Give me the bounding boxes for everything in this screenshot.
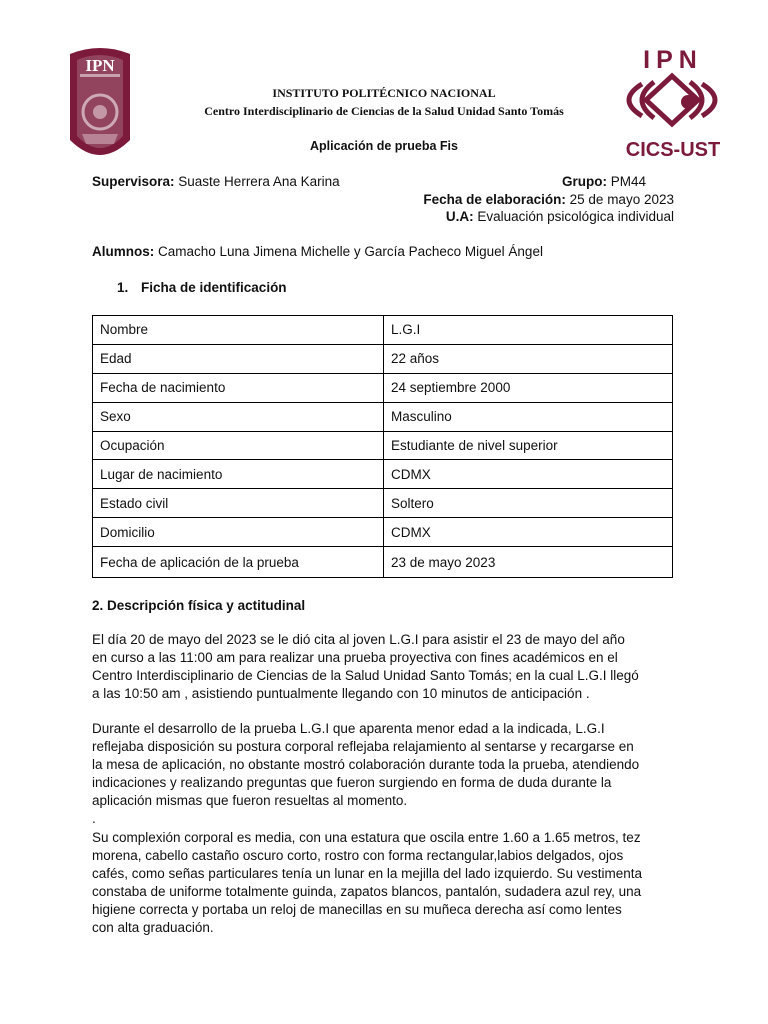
center-name: Centro Interdisciplinario de Ciencias de la Salud Unidad Santo Tomás [204, 104, 564, 118]
text-line: Centro Interdisciplinario de Ciencias de la Salud Unidad Santo Tomás; en la cual L.G.I llegó [92, 668, 639, 684]
svg-text:IPN: IPN [85, 56, 115, 75]
text-line: en curso a las 11:00 am para realizar una prueba proyectiva con fines académicos en el [92, 650, 618, 666]
fecha-elaboracion-label: Fecha de elaboración: [423, 192, 566, 207]
text-line: indicaciones y realizando preguntas que fueron surgiendo en forma de duda durante la [92, 775, 612, 791]
table-row [93, 518, 673, 547]
svg-text:IPN: IPN [643, 46, 703, 74]
section1-heading [117, 280, 287, 295]
row-label: Sexo [93, 402, 384, 431]
table-row [93, 489, 673, 518]
ua-line [446, 209, 674, 224]
svg-text:CICS-UST: CICS-UST [625, 139, 721, 161]
text-line: reflejaba disposición su postura corporal reflejaba relajamiento al sentarse y recargarse en [92, 739, 634, 755]
table-row [93, 402, 673, 431]
row-value: L.G.I [384, 316, 673, 345]
ficha-table [92, 315, 673, 578]
supervisora-value: Suaste Herrera Ana Karina [174, 174, 340, 189]
section1-title: Ficha de identificación [141, 280, 287, 295]
text-line: aplicación mismas que fueron resueltas al momento. [92, 793, 408, 809]
table-row [93, 344, 673, 373]
row-label: Nombre [93, 316, 384, 345]
text-line: morena, cabello castaño oscuro corto, rostro con forma rectangular,labios delgados, ojos [92, 847, 624, 863]
text-line: El día 20 de mayo del 2023 se le dió cita al joven L.G.I para asistir el 23 de mayo del año [92, 632, 625, 647]
row-label: Domicilio [93, 518, 384, 547]
row-label: Lugar de nacimiento [93, 460, 384, 489]
row-label: Fecha de aplicación de la prueba [93, 547, 384, 578]
document-title: Aplicación de prueba Fis [310, 139, 458, 153]
table-row [93, 316, 673, 345]
row-label: Fecha de nacimiento [93, 373, 384, 402]
table-row [93, 431, 673, 460]
text-line: . [92, 811, 96, 827]
row-value: 24 septiembre 2000 [384, 373, 673, 402]
supervisora-label: Supervisora: [92, 174, 175, 189]
row-value: 22 años [384, 344, 673, 373]
alumnos-line [92, 244, 543, 259]
paragraph-1 [92, 631, 682, 703]
row-value: 23 de mayo 2023 [384, 547, 673, 578]
fecha-elaboracion-line [423, 192, 674, 207]
paragraph-2 [92, 720, 682, 937]
supervisora-line [92, 174, 340, 189]
text-line: cafés, como señas particulares tenía un lunar en la mejilla del lado izquierdo. Su vestimenta [92, 865, 643, 881]
row-label: Ocupación [93, 431, 384, 460]
table-row [93, 460, 673, 489]
table-row [93, 373, 673, 402]
text-line: Durante el desarrollo de la prueba L.G.I que aparenta menor edad a la indicada, L.G.I [92, 721, 605, 736]
alumnos-value: Camacho Luna Jimena Michelle y García Pacheco Miguel Ángel [154, 244, 543, 259]
section1-number: 1. [117, 280, 129, 295]
row-value: CDMX [384, 460, 673, 489]
ua-label: U.A: [445, 209, 474, 224]
row-value: CDMX [384, 518, 673, 547]
text-line: constaba de uniforme totalmente guinda, zapatos blancos, pantalón, sudadera azul rey, una [92, 883, 642, 899]
text-line: higiene correcta y portaba un reloj de manecillas en su muñeca derecha así como lentes [92, 901, 622, 917]
table-row [93, 547, 673, 578]
text-line: a las 10:50 am , asistiendo puntualmente llegando con 10 minutos de anticipación . [92, 686, 590, 702]
row-value: Masculino [384, 402, 673, 431]
ua-value: Evaluación psicológica individual [473, 209, 674, 224]
row-label: Edad [93, 344, 384, 373]
section2-heading: 2. Descripción física y actitudinal [92, 598, 306, 613]
alumnos-label: Alumnos: [92, 244, 155, 259]
grupo-value: PM44 [607, 174, 647, 189]
grupo-line [562, 174, 646, 189]
row-value: Soltero [384, 489, 673, 518]
row-label: Estado civil [93, 489, 384, 518]
institution-name: INSTITUTO POLITÉCNICO NACIONAL [272, 86, 496, 100]
grupo-label: Grupo: [562, 174, 607, 189]
text-line: Su complexión corporal es media, con una estatura que oscila entre 1.60 a 1.65 metros, tez [92, 829, 641, 845]
fecha-elaboracion-value: 25 de mayo 2023 [565, 192, 674, 207]
row-value: Estudiante de nivel superior [384, 431, 673, 460]
text-line: la mesa de aplicación, no obstante mostró colaboración durante toda la prueba, atendiendo [92, 757, 640, 773]
text-line: con alta graduación. [92, 920, 214, 936]
